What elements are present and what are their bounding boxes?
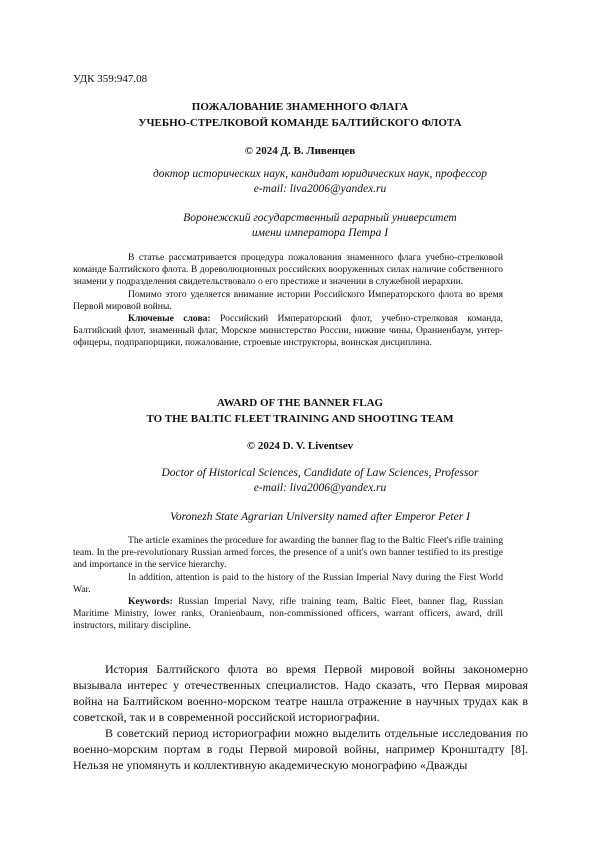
en-author-info [90, 466, 510, 496]
ru-university-line2: имени императора Петра I [251, 227, 389, 239]
en-email: e-mail: liva2006@yandex.ru [253, 482, 387, 494]
en-title-line2: TO THE BALTIC FLEET TRAINING AND SHOOTING TEAM [146, 413, 454, 425]
ru-author: © 2024 Д. В. Ливенцев [244, 145, 356, 157]
en-title-line1: AWARD OF THE BANNER FLAG [216, 397, 384, 409]
article-body [73, 661, 528, 773]
en-keywords [73, 596, 503, 633]
en-author: © 2024 D. V. Liventsev [246, 440, 354, 452]
en-degree: Doctor of Historical Sciences, Candidate of Law Sciences, Professor [161, 467, 479, 479]
ru-title-line1: ПОЖАЛОВАНИЕ ЗНАМЕННОГО ФЛАГА [191, 101, 409, 113]
body-paragraph-2: В советский период историографии можно выделить отдельные исследования по военно-морским портам в годы Первой мировой войны, например Кронштадту [8]. Нельзя не упомянуть и коллективную академическую монографию «Дважды [73, 726, 528, 772]
ru-abstract-p2: Помимо этого уделяется внимание истории Российского Императорского флота во время Первой мировой войны. [73, 288, 503, 312]
ru-keywords [73, 313, 503, 350]
body-paragraph-1: История Балтийского флота во время Первой мировой войны закономерно вызывала интерес у отечественных специалистов. Надо сказать, что Первая мировая война на Балтийском военно-морском театре нашла отражение в научных трудах как в советской, так и в современной российской историографии. [73, 662, 528, 724]
ru-author-info [90, 167, 510, 197]
ru-title [90, 99, 510, 131]
ru-university [90, 211, 510, 241]
ru-university-line1: Воронежский государственный аграрный университет [183, 212, 457, 224]
ru-abstract [73, 252, 503, 350]
en-keywords-label: Keywords: [128, 596, 173, 608]
ru-keywords-text: Российский Императорский флот, учебно-стрелковая команда, Балтийский флот, знаменный флаг, Морское министерство России, нижние чины, Ораниенбаум, унтер-офицеры, подпрапорщики, пожалование, строевые инструкторы, воинская дисциплина. [73, 313, 503, 349]
en-university-line: Voronezh State Agrarian University named after Emperor Peter I [170, 511, 470, 523]
en-abstract-p1: The article examines the procedure for awarding the banner flag to the Baltic Fleet's rifle training team. In the pre-revolutionary Russian armed forces, the presence of a unit's own banner testified to its prestige and importance in the service hierarchy. [73, 535, 503, 571]
ru-title-line2: УЧЕБНО-СТРЕЛКОВОЙ КОМАНДЕ БАЛТИЙСКОГО ФЛОТА [138, 117, 462, 129]
en-university [90, 510, 510, 525]
ru-keywords-label: Ключевые слова: [128, 313, 211, 325]
ru-degree: доктор исторических наук, кандидат юридических наук, профессор [152, 168, 488, 180]
udk-code: УДК 359:947.08 [73, 73, 148, 85]
en-abstract [73, 535, 503, 633]
ru-email: e-mail: liva2006@yandex.ru [253, 183, 387, 195]
en-abstract-p2: In addition, attention is paid to the history of the Russian Imperial Navy during the First World War. [73, 571, 503, 595]
en-keywords-text: Russian Imperial Navy, rifle training team, Baltic Fleet, banner flag, Russian Maritime Ministry, lower ranks, Oranienbaum, non-commissioned officers, warrant officers, award, drill instructors, military discipline. [73, 596, 503, 632]
en-title [90, 395, 510, 427]
ru-abstract-p1: В статье рассматривается процедура пожалования знаменного флага учебно-стрелковой команде Балтийского флота. В дореволюционных российских вооруженных силах наличие собственного знамени у подразделения свидетельствовало о его престиже и значении в служебной иерархии. [73, 252, 503, 288]
